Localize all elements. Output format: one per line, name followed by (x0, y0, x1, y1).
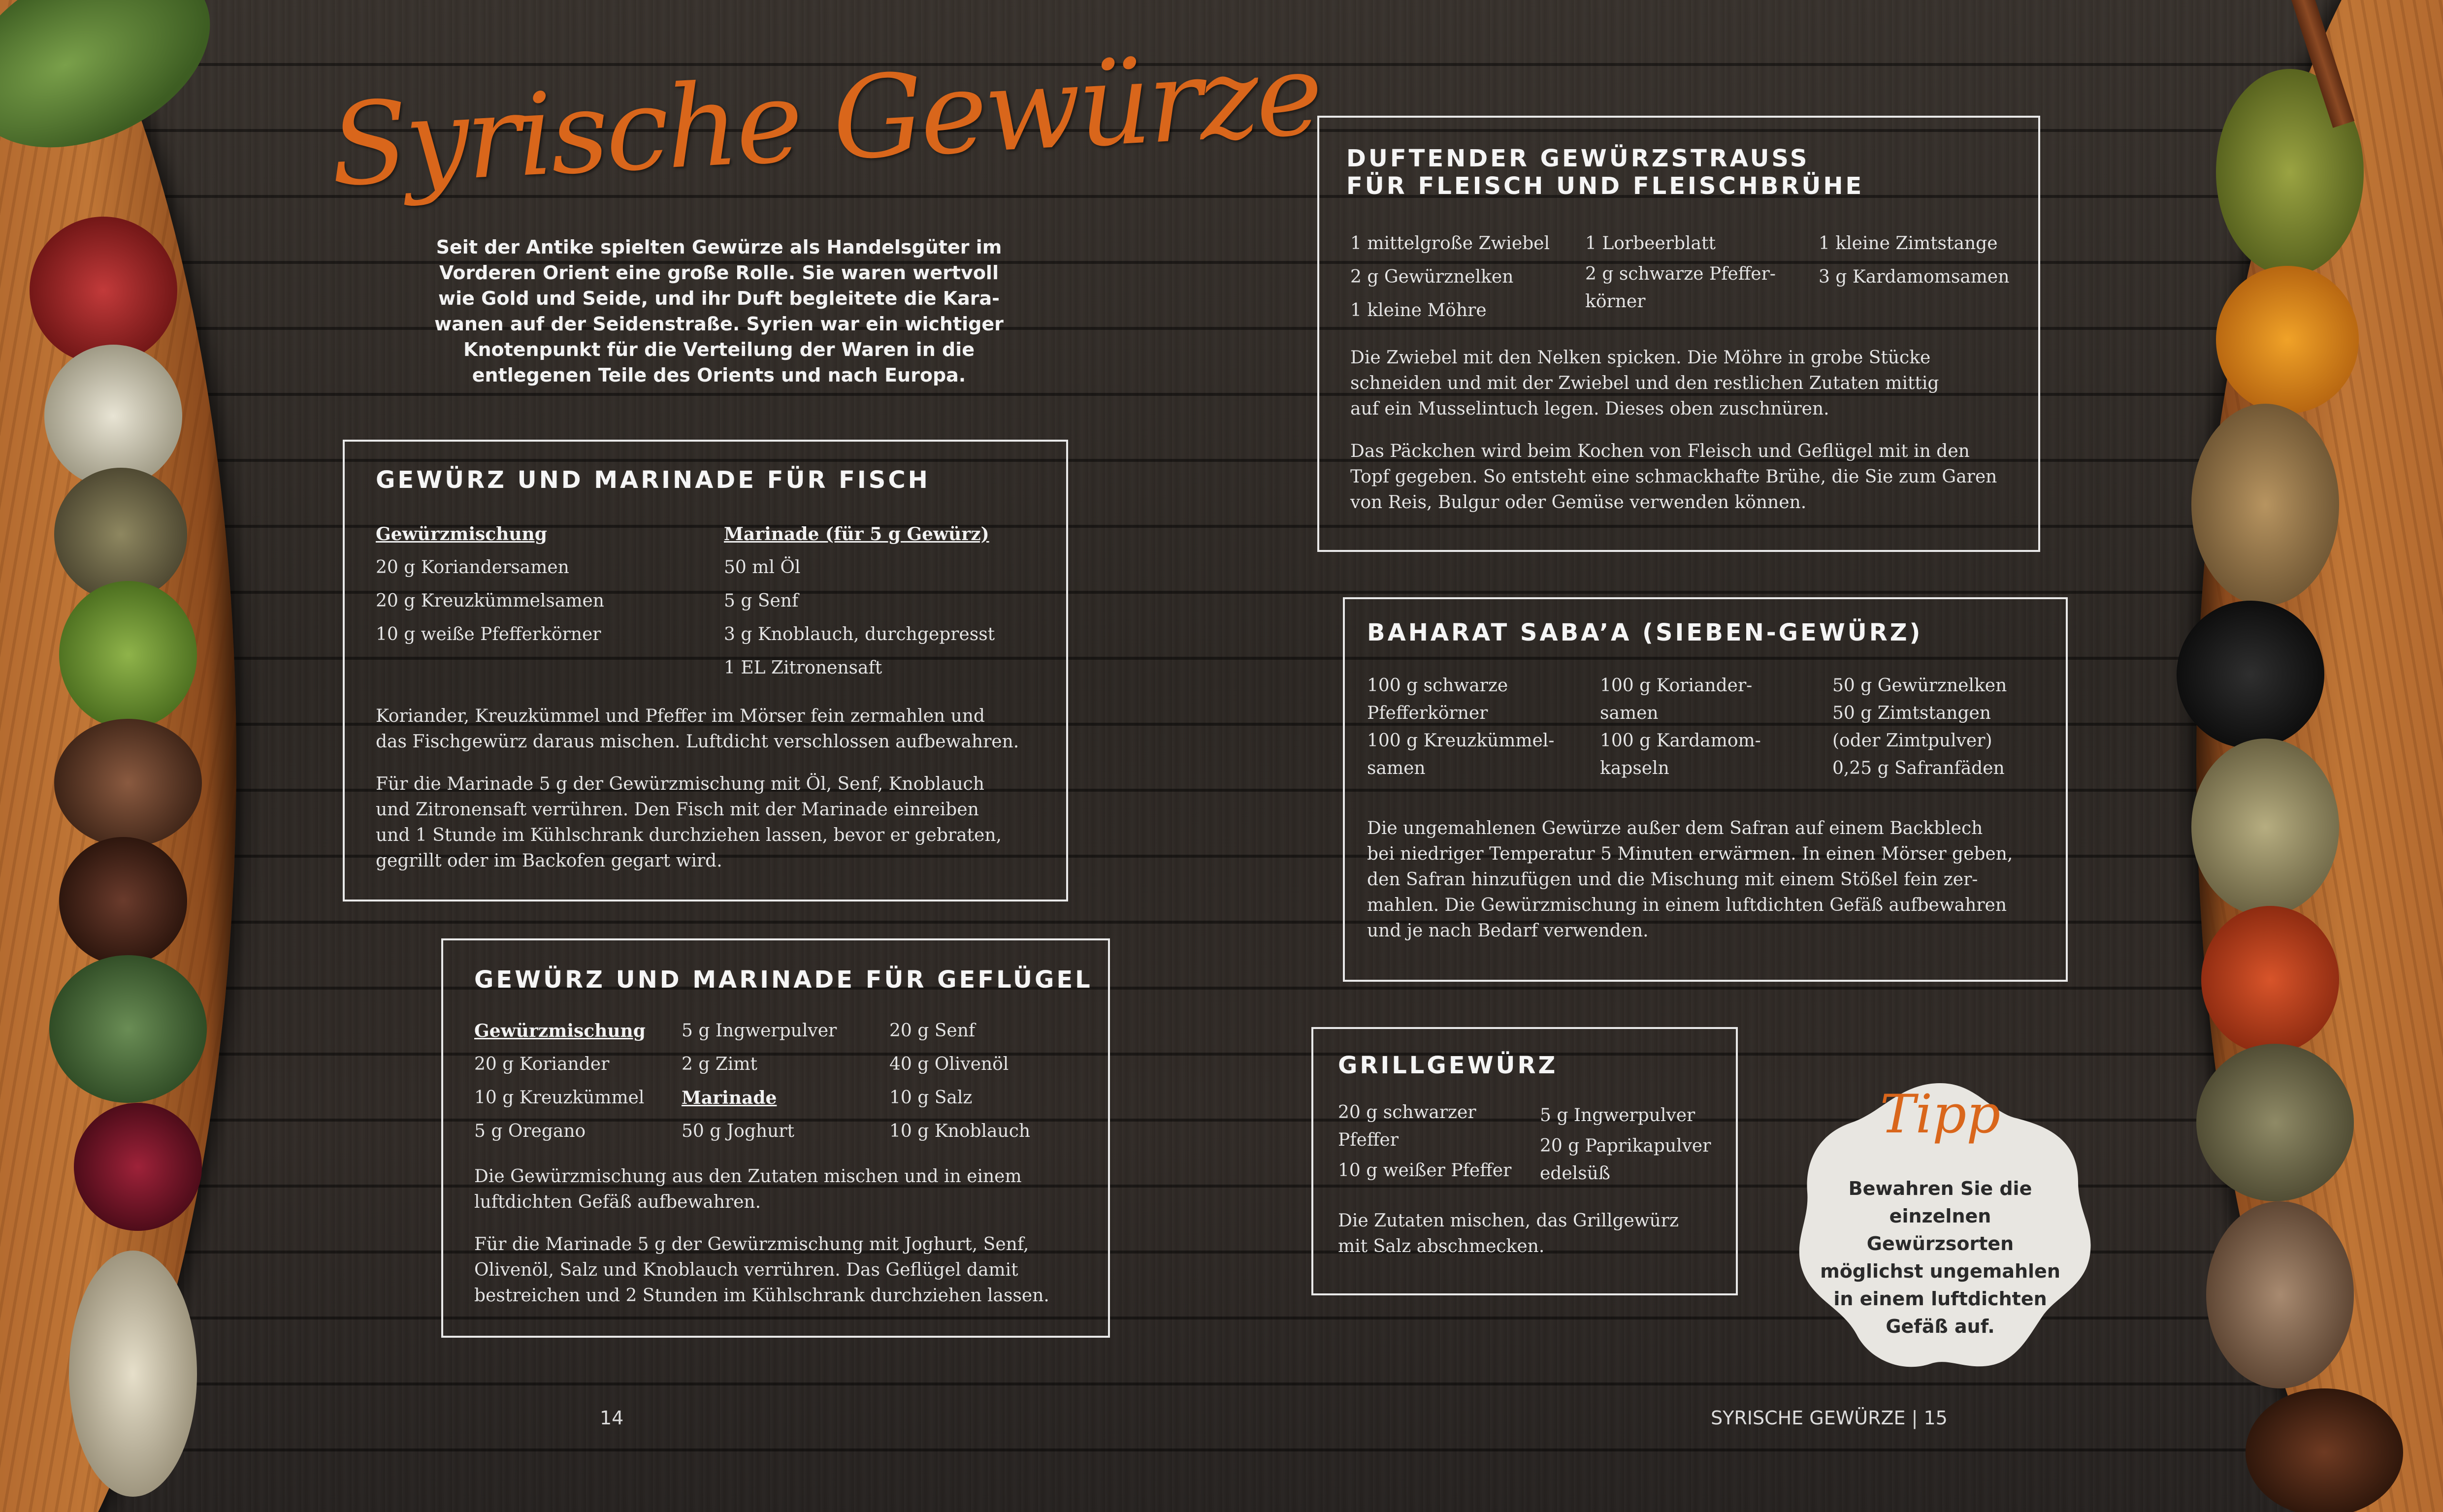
page-number-right: SYRISCHE GEWÜRZE | 15 (1711, 1407, 1948, 1429)
ingredient-item: 20 g Senf (889, 1021, 976, 1041)
ingredient-item: 20 g Koriander (474, 1054, 610, 1074)
instruction-text: Die Zwiebel mit den Nelken spicken. Die Möhre in grobe Stücke schneiden und mit der Zwiebel und den restlichen Zutaten mittig auf ein Musselintuch legen. Dieses oben zuschnüren. (1350, 348, 1939, 419)
ingredient-item: 10 g weißer Pfeffer (1338, 1160, 1512, 1181)
ingredient-item: körner (1585, 291, 1646, 312)
tip-text: Bewahren Sie die einzelnen Gewürzsorten möglichst ungemahlen in einem luftdichten Gefäß auf. (1820, 1178, 2060, 1337)
ingredient-column-mix (376, 517, 604, 651)
ingredient-column-3 (889, 1014, 1030, 1148)
recipe-box-gefluegel (441, 938, 1110, 1338)
ingredient-item: 100 g Kardamom- (1600, 731, 1761, 751)
subheading-marinade: Marinade (682, 1088, 777, 1108)
turmeric-icon (2216, 266, 2359, 414)
recipe-box-gewuerzstrauss (1317, 116, 2040, 552)
ingredient-column-2 (1540, 1099, 1711, 1188)
ingredient-item: 5 g Senf (724, 591, 799, 611)
ingredient-item: 5 g Ingwerpulver (1540, 1105, 1695, 1126)
dried-ginger-icon (69, 1251, 197, 1497)
recipe-heading-gefluegel: GEWÜRZ UND MARINADE FÜR GEFLÜGEL (474, 966, 1093, 994)
white-pepper-icon (44, 345, 182, 487)
ingredient-column-3 (1832, 672, 2007, 782)
ingredient-item: 1 Lorbeerblatt (1585, 233, 1716, 254)
instruction-text: Das Päckchen wird beim Kochen von Fleisch und Geflügel mit in den Topf gegeben. So entsteht eine schmackhafte Brühe, die Sie zum Garen von Reis, Bulgur oder Gemüse verwenden können. (1350, 441, 1997, 513)
ginger-root-icon (54, 719, 202, 847)
instruction-text: Die ungemahlenen Gewürze außer dem Safran auf einem Backblech bei niedriger Temperatur 5 Minuten erwärmen. In einen Mörser geben, den Safran hinzufügen und die Mischung mit einem Stößel fein zer- mahlen. Die Gewürzmischung in einem luftdichten Gefäß aufbewahren und je nach Bedarf verwenden. (1367, 818, 2013, 941)
ingredient-item: kapseln (1600, 758, 1669, 778)
instruction-text: Die Gewürzmischung aus den Zutaten mischen und in einem luftdichten Gefäß aufbewahren. (474, 1166, 1022, 1212)
ingredient-item: 100 g Koriander- (1600, 676, 1753, 696)
ingredient-item: samen (1367, 758, 1426, 778)
ingredient-item: 3 g Knoblauch, durchgepresst (724, 624, 995, 644)
ingredient-item: 50 ml Öl (724, 557, 801, 578)
chili-flakes-icon (2201, 906, 2339, 1054)
recipe-heading-grillgewuerz: GRILLGEWÜRZ (1338, 1052, 1558, 1079)
tip-title: Tipp (1880, 1084, 2001, 1145)
subheading-marinade: Marinade (für 5 g Gewürz) (724, 524, 989, 545)
page-number-left: 14 (600, 1407, 624, 1429)
ingredient-column-1 (1338, 1099, 1511, 1188)
ingredient-item: 20 g Kreuzkümmelsamen (376, 591, 604, 611)
dried-herbs-icon (2196, 1044, 2354, 1201)
ingredient-item: (oder Zimtpulver) (1832, 731, 1992, 751)
subheading-gewuerzmischung: Gewürzmischung (474, 1021, 646, 1041)
ingredient-item: 40 g Olivenöl (889, 1054, 1009, 1074)
sumac-icon (74, 1103, 202, 1231)
ingredient-column-2 (682, 1014, 837, 1148)
black-pepper-icon (2177, 601, 2324, 748)
ingredient-item: 5 g Ingwerpulver (682, 1021, 837, 1041)
ingredient-item: 20 g Paprikapulver (1540, 1136, 1711, 1156)
ingredient-item: 1 kleine Möhre (1350, 300, 1487, 321)
page-title: Syrische Gewürze (327, 29, 1323, 212)
ingredient-item: 100 g schwarze (1367, 676, 1508, 696)
coriander-seeds-icon (2191, 404, 2339, 606)
intro-text: Seit der Antike spielten Gewürze als Handelsgüter im Vorderen Orient eine große Rolle. Sie waren wertvoll wie Gold und Seide, und ihr Duft begleitete die Kara- wanen auf der Seidenstraße. Syrien war ein wichtiger Knotenpunkt für die Verteilung der Waren in die entlegenen Teile des Orients und nach Europa. (434, 236, 1004, 386)
cardamom-icon (59, 581, 197, 729)
ingredient-item: 3 g Kardamomsamen (1819, 267, 2010, 287)
ingredient-item: 50 g Joghurt (682, 1121, 794, 1141)
recipe-heading-gewuerzstrauss: DUFTENDER GEWÜRZSTRAUSS FÜR FLEISCH UND FLEISCHBRÜHE (1346, 145, 1864, 200)
ingredient-item: 100 g Kreuzkümmel- (1367, 731, 1555, 751)
green-pepper-icon (49, 955, 207, 1103)
recipe-box-grillgewuerz (1311, 1027, 1738, 1295)
ingredient-item: Pfefferkörner (1367, 703, 1488, 723)
ingredient-column-3 (1819, 227, 2009, 294)
ingredient-item: 50 g Zimtstangen (1832, 703, 1991, 723)
ingredient-item: 50 g Gewürznelken (1832, 676, 2007, 696)
ingredient-item: 2 g Gewürznelken (1350, 267, 1514, 287)
ingredient-item: 10 g Knoblauch (889, 1121, 1031, 1141)
instruction-text: Koriander, Kreuzkümmel und Pfeffer im Mörser fein zermahlen und das Fischgewürz daraus mischen. Luftdicht verschlossen aufbewahren. (376, 706, 1019, 752)
instruction-text: Für die Marinade 5 g der Gewürzmischung mit Öl, Senf, Knoblauch und Zitronensaft verrühren. Den Fisch mit der Marinade einreiben und 1 Stunde im Kühlschrank durchziehen lassen, bevor er gebraten, gegrillt oder im Backofen gegart wird. (376, 774, 1002, 871)
recipe-heading-fisch: GEWÜRZ UND MARINADE FÜR FISCH (376, 466, 930, 494)
recipe-box-baharat (1343, 597, 2068, 982)
ingredient-item: 10 g Kreuzkümmel (474, 1088, 645, 1108)
ingredient-item: 2 g schwarze Pfeffer- (1585, 264, 1776, 284)
ingredient-column-2 (1600, 672, 1761, 782)
ingredient-column-1 (1350, 227, 1550, 327)
ingredient-item: edelsüß (1540, 1163, 1610, 1184)
ingredient-item: 1 EL Zitronensaft (724, 658, 882, 678)
subheading-gewuerzmischung: Gewürzmischung (376, 524, 547, 545)
ingredient-item: 0,25 g Safranfäden (1832, 758, 2005, 778)
ingredient-item: 1 mittelgroße Zwiebel (1350, 233, 1550, 254)
instruction-text: Die Zutaten mischen, das Grillgewürz mit Salz abschmecken. (1338, 1211, 1679, 1256)
pink-pepper-icon (30, 217, 177, 364)
ingredient-item: samen (1600, 703, 1659, 723)
cloves-icon (59, 837, 187, 965)
recipe-heading-baharat: BAHARAT SABA’A (SIEBEN-GEWÜRZ) (1367, 619, 1923, 646)
ingredient-item: Pfeffer (1338, 1130, 1399, 1150)
instruction-text: Für die Marinade 5 g der Gewürzmischung mit Joghurt, Senf, Olivenöl, Salz und Knoblauch verrühren. Das Geflügel damit bestreichen und 2 Stunden im Kühlschrank durchziehen lassen. (474, 1234, 1049, 1306)
ingredient-item: 20 g Koriandersamen (376, 557, 569, 578)
ingredient-item: 5 g Oregano (474, 1121, 586, 1141)
ingredient-item: 2 g Zimt (682, 1054, 757, 1074)
ingredient-item: 10 g Salz (889, 1088, 973, 1108)
ingredient-column-marinade (724, 517, 995, 685)
ingredient-item: 10 g weiße Pfefferkörner (376, 624, 601, 644)
ingredient-column-1 (1367, 672, 1554, 782)
cinnamon-bark-icon (2246, 1388, 2403, 1512)
fennel-icon (2191, 739, 2339, 916)
cumin-icon (54, 468, 187, 601)
ingredient-column-1 (474, 1014, 646, 1148)
ingredient-item: 1 kleine Zimtstange (1819, 233, 1998, 254)
ingredient-item: 20 g schwarzer (1338, 1102, 1476, 1123)
nutmeg-icon (2206, 1201, 2354, 1388)
recipe-box-fisch (343, 440, 1068, 901)
ingredient-column-2 (1585, 227, 1776, 316)
